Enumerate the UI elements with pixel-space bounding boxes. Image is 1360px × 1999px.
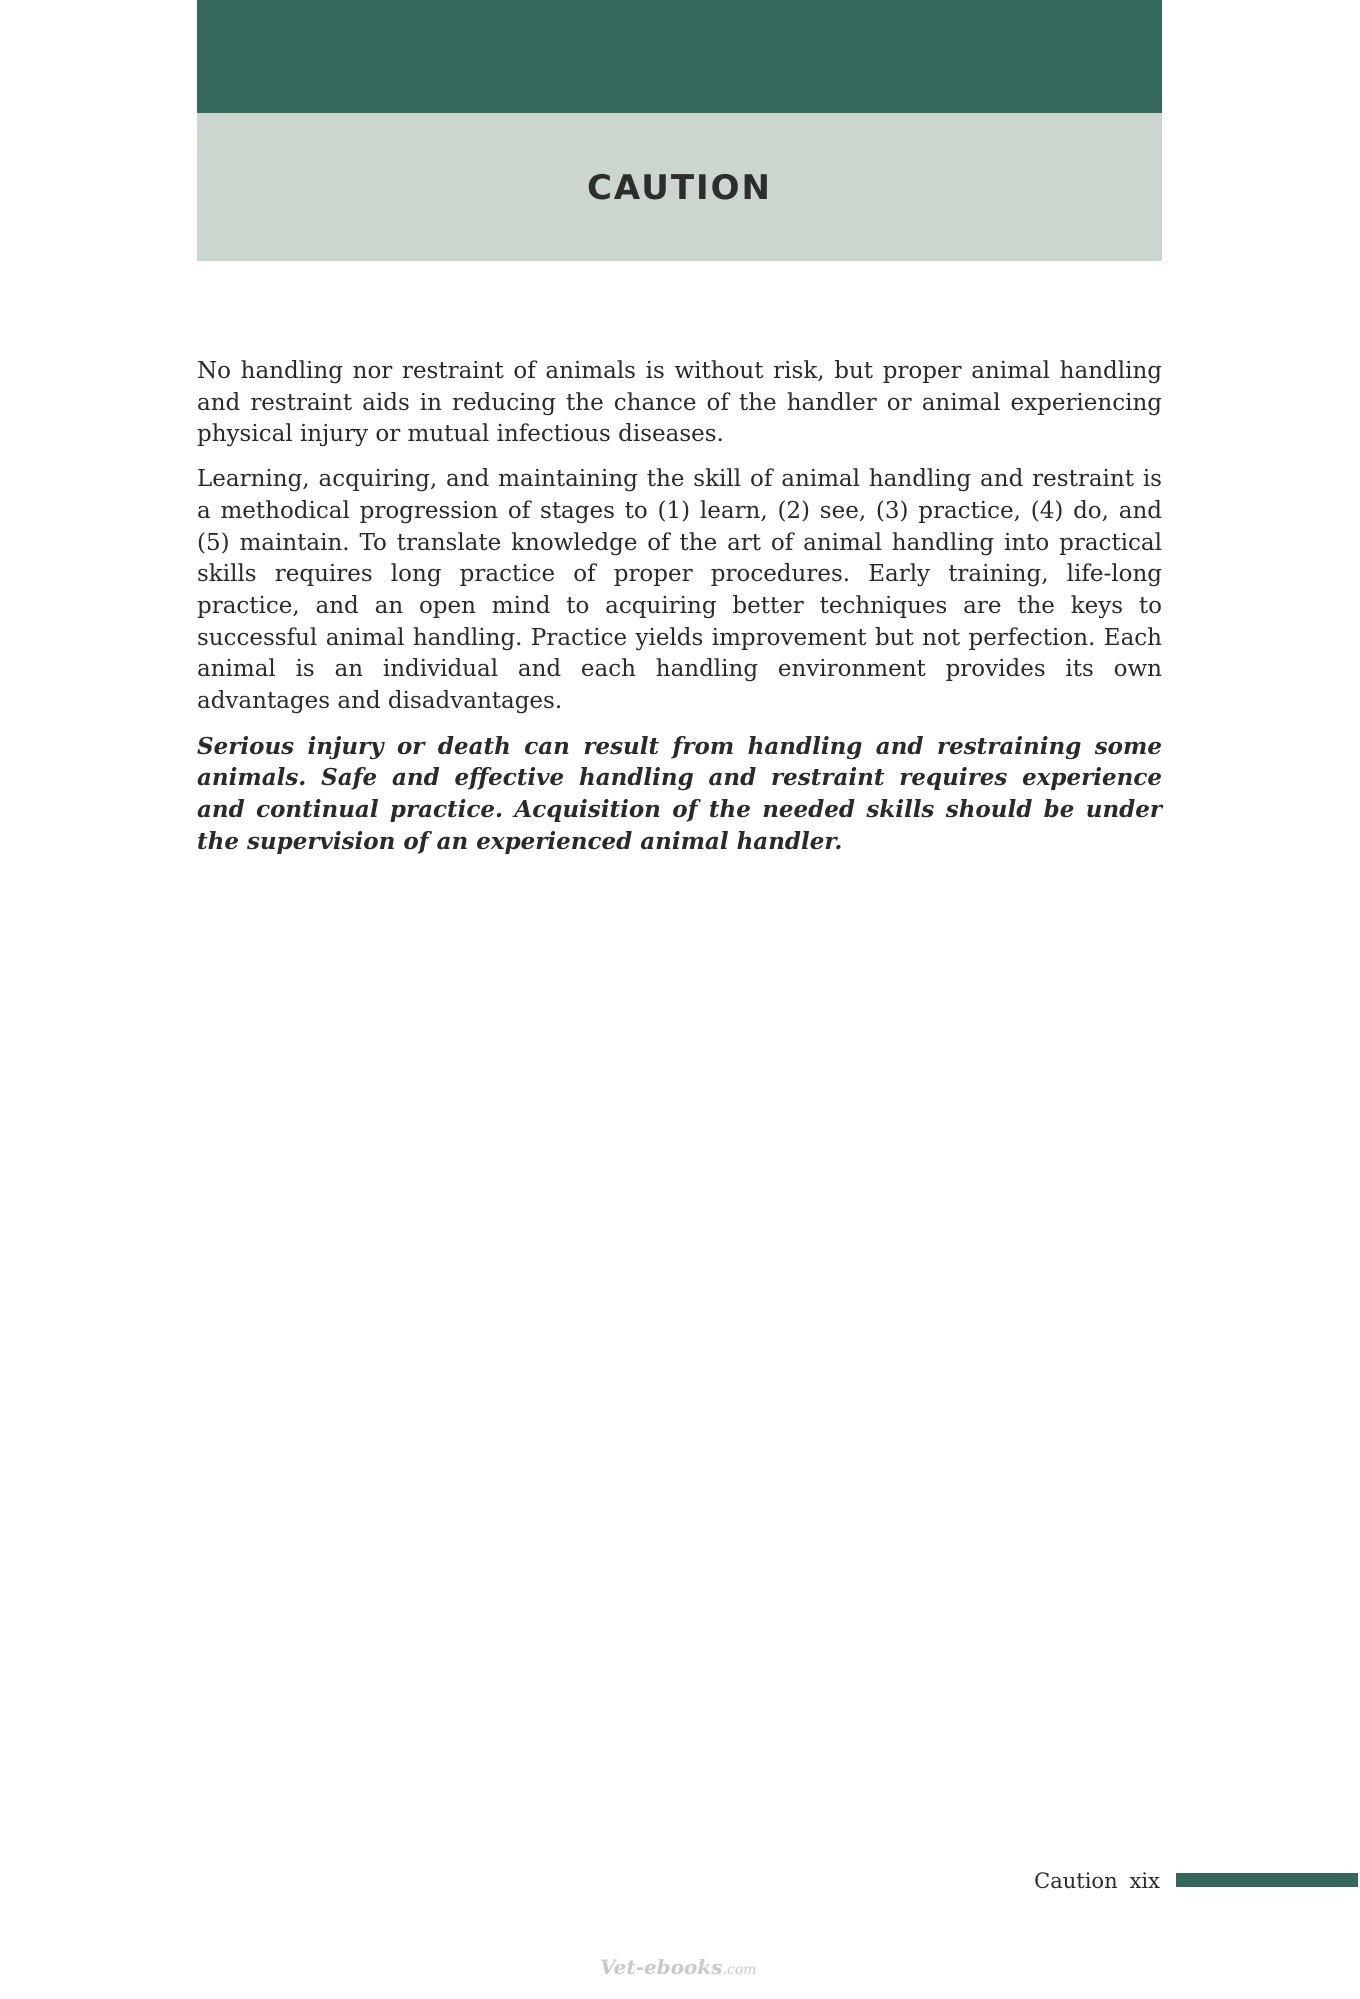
paragraph-learning: Learning, acquiring, and maintaining the skill of animal handling and restraint is a methodical progression of stages to (1) learn, (2) see, (3) practice, (4) do, and (5) maintain. To translate knowledge of the art of animal handling into practical skills requires long practice of proper procedures. Early training, life-long practice, and an open mind to acquiring better techniques are the keys to successful animal handling. Practice yields improvement but not perfection. Each animal is an individual and each handling environment provides its own advantages and disadvantages. xyxy=(197,466,1162,715)
paragraph-intro: No handling nor restraint of animals is without risk, but proper animal handling and restraint aids in reducing the chance of the handler or animal experiencing physical injury or mutual infectious diseases. xyxy=(197,358,1162,448)
footer-page-number: xix xyxy=(1129,1869,1160,1893)
body-content xyxy=(197,356,1162,871)
paragraph-warning: Serious injury or death can result from handling and restraining some animals. Safe and effective handling and restraint requires experience and continual practice. Acquisition of the needed skills should be under the supervision of an experienced animal handler. xyxy=(197,732,1162,855)
page-title: CAUTION xyxy=(586,168,773,208)
header-band-dark xyxy=(197,0,1162,113)
watermark-main: Vet-ebooks xyxy=(600,1955,723,1979)
footer-accent-bar xyxy=(1176,1873,1358,1887)
running-footer xyxy=(1034,1864,1160,1898)
footer-section-title: Caution xyxy=(1034,1869,1118,1893)
header-band-light xyxy=(197,113,1162,261)
watermark-suffix: .com xyxy=(722,1962,757,1978)
watermark-logo xyxy=(600,1955,760,1985)
